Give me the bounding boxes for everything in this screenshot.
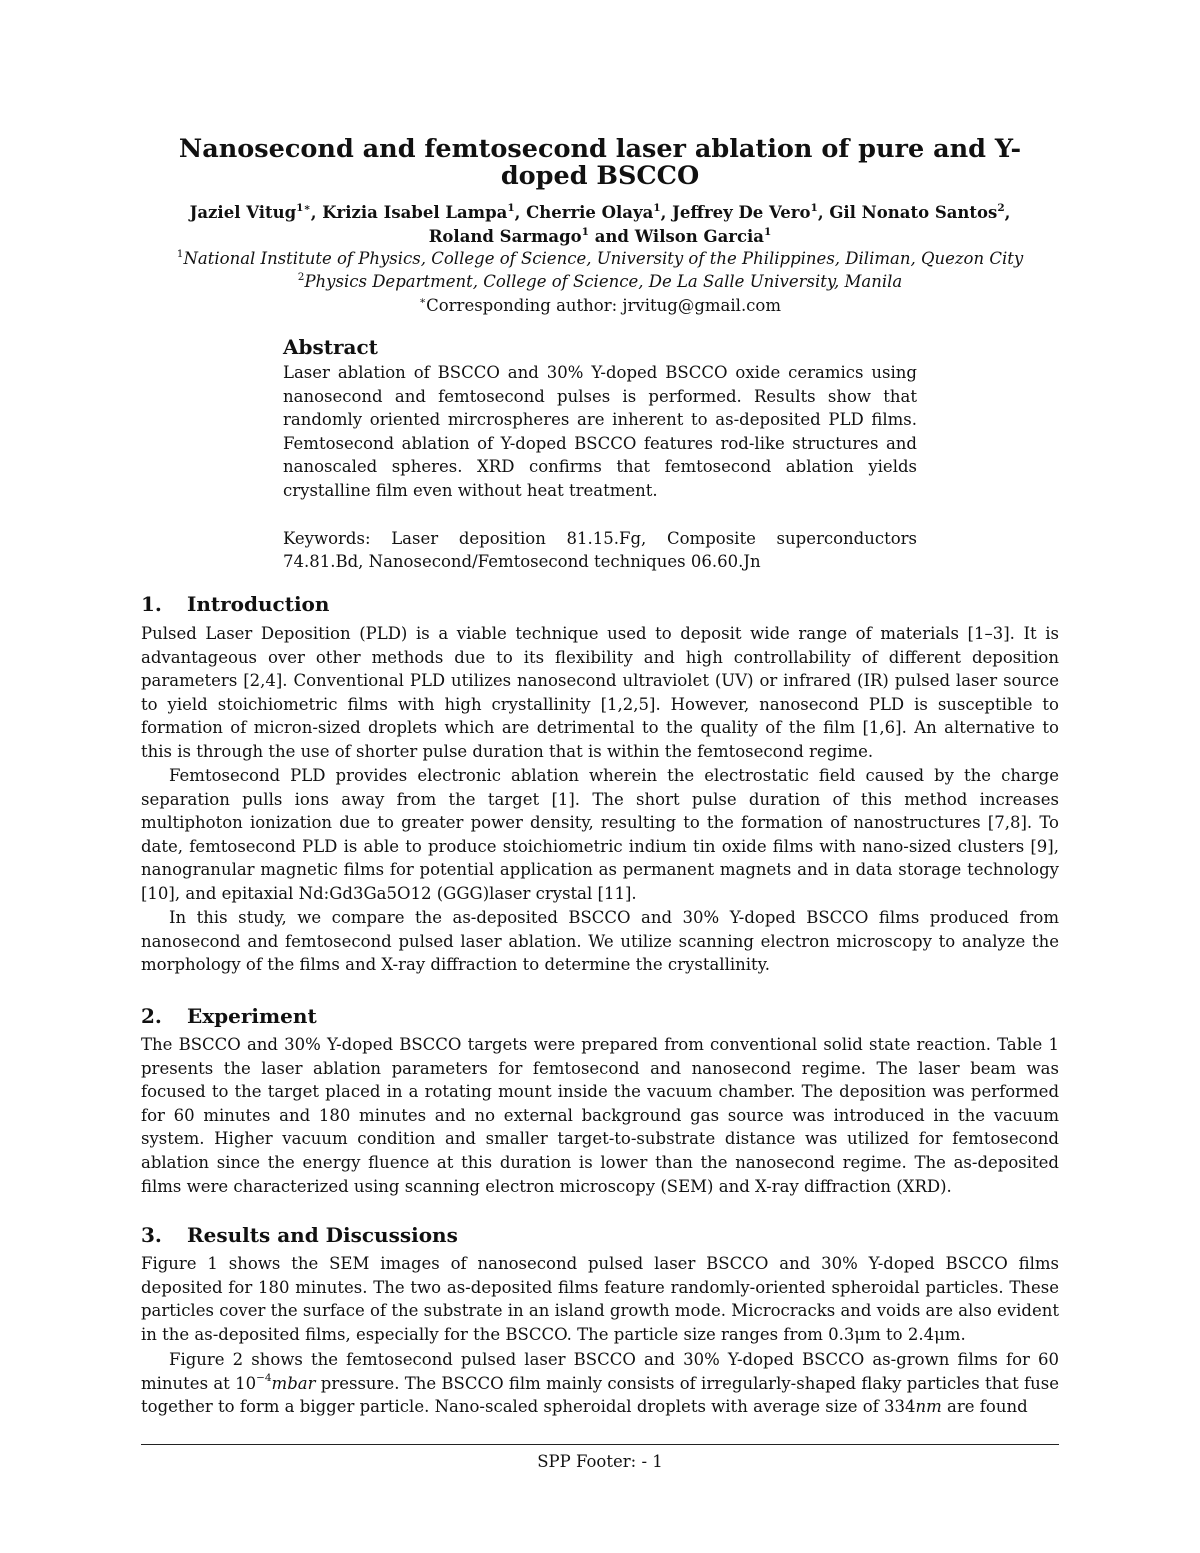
abstract-block: [283, 333, 917, 574]
author: Krizia Isabel Lampa$^1$: [322, 201, 515, 222]
section-heading-results: 3. Results and Discussions: [141, 1223, 458, 1247]
keywords: Keywords: Laser deposition 81.15.Fg, Composite superconductors 74.81.Bd, Nanosecond/Femtosecond techniques 06.60.Jn: [283, 528, 917, 572]
author: Jaziel Vitug$^{1∗}$: [189, 201, 311, 222]
author: Cherrie Olaya$^1$: [526, 201, 661, 222]
abstract-text: Laser ablation of BSCCO and 30% Y-doped BSCCO oxide ceramics using nanosecond and femtosecond pulses is performed. Results show that randomly oriented mircrospheres are inherent to as-deposited PLD films. Femtosecond ablation of Y-doped BSCCO features rod-like structures and nanoscaled spheres. XRD confirms that femtosecond ablation yields crystalline film even without heat treatment.: [283, 363, 917, 500]
author-list: Jaziel Vitug$^{1∗}$, Krizia Isabel Lampa$^1$, Cherrie Olaya$^1$, Jeffrey De Vero$^1$, Gil Nonato Santos$^2$, Roland Sarmago$^1$ and Wilson Garcia$^1$: [189, 201, 1011, 246]
section-heading-introduction: 1. Introduction: [141, 592, 330, 616]
author: Roland Sarmago$^1$: [428, 225, 589, 246]
affiliation-2: $^2$Physics Department, College of Science, De La Salle University, Manila: [297, 270, 903, 291]
footer-rule: [141, 1444, 1059, 1445]
results-paragraph-1: Figure 1 shows the SEM images of nanosecond pulsed laser BSCCO and 30% Y-doped BSCCO films deposited for 180 minutes. The two as-deposited films feature randomly-oriented spheroidal particles. These particles cover the surface of the substrate in an island growth mode. Microcracks and voids are also evident in the as-deposited films, especially for the BSCCO. The particle size ranges from 0.3μm to 2.4μm.: [141, 1254, 1059, 1344]
intro-paragraph-1: Pulsed Laser Deposition (PLD) is a viable technique used to deposit wide range of materials [1–3]. It is advantageous over other methods due to its flexibility and high controllability of different deposition parameters [2,4]. Conventional PLD utilizes nanosecond ultraviolet (UV) or infrared (IR) pulsed laser source to yield stoichiometric films with high crystallinity [1,2,5]. However, nanosecond PLD is susceptible to formation of micron-sized droplets which are detrimental to the quality of the film [1,6]. An alternative to this is through the use of shorter pulse duration that is within the femtosecond regime.: [141, 624, 1059, 761]
page-footer: SPP Footer: - 1: [537, 1452, 663, 1471]
intro-paragraph-2: Femtosecond PLD provides electronic ablation wherein the electrostatic field caused by the charge separation pulls ions away from the target [1]. The short pulse duration of this method increases multiphoton ionization due to greater power density, resulting to the formation of nanostructures [7,8]. To date, femtosecond PLD is able to produce stoichiometric indium tin oxide films with nano-sized clusters [9], nanogranular magnetic films for potential application as permanent magnets and in data storage technology [10], and epitaxial Nd:Gd3Ga5O12 (GGG)laser crystal [11].: [141, 766, 1059, 903]
author: Gil Nonato Santos$^2$: [829, 201, 1005, 222]
author: Jeffrey De Vero$^1$: [672, 201, 818, 222]
section-heading-experiment: 2. Experiment: [141, 1004, 317, 1028]
paper-title: Nanosecond and femtosecond laser ablation of pure and Y-doped BSCCO: [178, 134, 1022, 191]
affiliation-1: $^1$National Institute of Physics, College of Science, University of the Philippines, Diliman, Quezon City: [176, 247, 1024, 268]
corresponding-author: ∗Corresponding author: jrvitug@gmail.com: [418, 294, 782, 315]
author: Wilson Garcia$^1$: [634, 225, 772, 246]
experiment-paragraph: The BSCCO and 30% Y-doped BSCCO targets were prepared from conventional solid state reaction. Table 1 presents the laser ablation parameters for femtosecond and nanosecond regime. The laser beam was focused to the target placed in a rotating mount inside the vacuum chamber. The deposition was performed for 60 minutes and 180 minutes and no external background gas source was introduced in the vacuum system. Higher vacuum condition and smaller target-to-substrate distance was utilized for femtosecond ablation since the energy fluence at this duration is lower than the nanosecond regime. The as-deposited films were characterized using scanning electron microscopy (SEM) and X-ray diffraction (XRD).: [141, 1035, 1059, 1196]
intro-paragraph-3: In this study, we compare the as-deposited BSCCO and 30% Y-doped BSCCO films produced from nanosecond and femtosecond pulsed laser ablation. We utilize scanning electron microscopy to analyze the morphology of the films and X-ray diffraction to determine the crystallinity.: [141, 908, 1059, 975]
results-paragraph-2: Figure 2 shows the femtosecond pulsed laser BSCCO and 30% Y-doped BSCCO as-grown films for 60 minutes at $10^{-4}mbar$ pressure. The BSCCO film mainly consists of irregularly-shaped flaky particles that fuse together to form a bigger particle. Nano-scaled spheroidal droplets with average size of 334nm are found: [141, 1350, 1059, 1417]
abstract-heading: Abstract: [283, 335, 378, 359]
